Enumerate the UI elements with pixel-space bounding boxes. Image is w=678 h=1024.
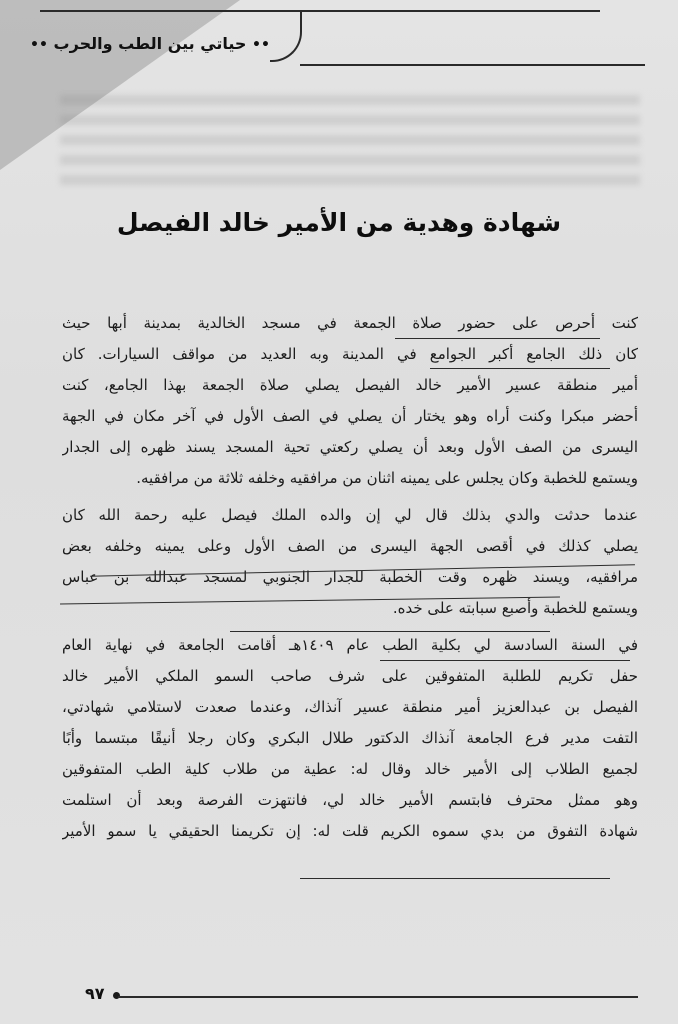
text-line: حفل تكريم للطلبة المتفوقين على شرف صاحب السمو الملكي الأمير خالد <box>62 667 638 685</box>
page-number: ٩٧ <box>85 984 105 1003</box>
paragraph-2 <box>62 500 638 624</box>
running-head-dots-left: •• <box>30 37 48 53</box>
text-line: يصلي كذلك في أقصى الجهة اليسرى من الصف الأول وعلى يمينه وخلفه بعض <box>62 537 638 555</box>
text-line: أمير منطقة عسير الأمير خالد الفيصل يصلي صلاة الجمعة بهذا الجامع، كنت <box>62 376 638 394</box>
paragraph-3 <box>62 630 638 847</box>
paragraph-1 <box>62 308 638 494</box>
text-line: مرافقيه، ويسند ظهره وقت الخطبة للجدار الجنوبي لمسجد عبدالله بن عباس <box>62 568 638 586</box>
text-line: الفيصل بن عبدالعزيز أمير منطقة عسير آنذاك، وعندما صعدت لاستلامي شهادتي، <box>62 698 638 716</box>
pen-underline <box>230 631 550 632</box>
footer-rule <box>118 996 638 998</box>
text-line: شهادة التفوق من بدي سموه الكريم قلت له: إن تكريمنا الحقيقي يا سمو الأمير <box>62 822 638 840</box>
text-line: كنت أحرص على حضور صلاة الجمعة في مسجد الخالدية بمدينة أبها حيث <box>62 314 638 332</box>
text-line: اليسرى من الصف الأول وبعد أن يصلي ركعتي تحية المسجد يسند ظهره إلى الجدار <box>62 438 638 456</box>
text-line: أحضر مبكرا وكنت أراه وهو يختار أن يصلي في الصف الأول في آخر مكان في الجهة <box>62 407 638 425</box>
pen-underline <box>430 368 610 369</box>
text-line: عندما حدثت والدي بذلك قال لي إن والده الملك فيصل عليه رحمة الله كان <box>62 506 638 524</box>
running-head <box>30 34 270 53</box>
header-curve-ornament <box>270 10 302 62</box>
chapter-title: شهادة وهدية من الأمير خالد الفيصل <box>116 208 562 237</box>
pen-underline <box>300 878 610 879</box>
text-line: التفت مدير فرع الجامعة آنذاك الدكتور طلال البكري وكان رجلا أنيقًا مبتسما وأبًا <box>62 729 638 747</box>
text-line: كان ذلك الجامع أكبر الجوامع في المدينة وبه العديد من مواقف السيارات. كان <box>62 345 638 363</box>
text-line: في السنة السادسة لي بكلية الطب عام ١٤٠٩هـ أقامت الجامعة في نهاية العام <box>62 636 638 654</box>
pen-underline <box>395 338 600 339</box>
bleed-through-texture <box>60 95 640 185</box>
text-line: لجميع الطلاب إلى الأمير خالد وقال له: عطية من طلاب كلية الطب المتفوقين <box>62 760 638 778</box>
body-text <box>62 308 638 847</box>
pen-underline <box>380 660 630 661</box>
text-line: وهو ممثل محترف فابتسم الأمير خالد لي، فانتهزت الفرصة وبعد أن استلمت <box>62 791 638 809</box>
header-top-rule <box>40 10 600 12</box>
running-head-dots-right: •• <box>252 37 270 53</box>
header-lower-rule <box>300 64 645 66</box>
text-line: ويستمع للخطبة وأصبع سبابته على خده. <box>392 599 638 617</box>
text-line: ويستمع للخطبة وكان يجلس على يمينه اثنان من مرافقيه وخلفه ثلاثة من مرافقيه. <box>136 469 638 487</box>
running-head-text: حياتي بين الطب والحرب <box>53 34 247 53</box>
